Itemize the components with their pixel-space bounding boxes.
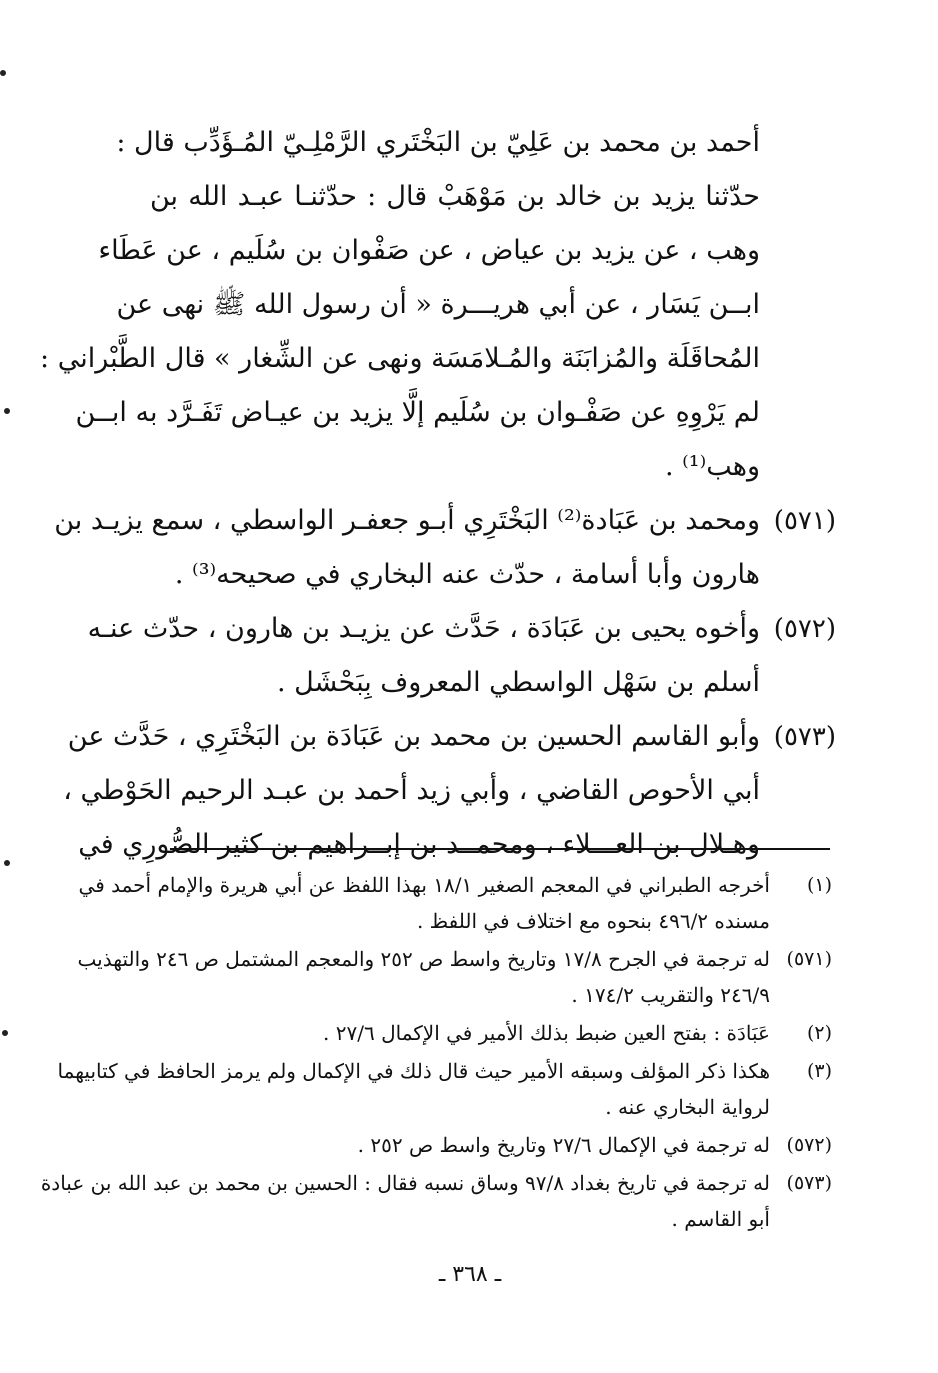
text-line: أسلم بن سَهْل الواسطي المعروف بِبَحْشَل . xyxy=(276,667,760,698)
footnote-line: أبو القاسم . xyxy=(671,1207,770,1231)
footnote-number: (٢) xyxy=(806,1022,832,1044)
text-line: هارون وأبا أسامة ، حدّث عنه البخاري في صحيحه⁽³⁾ . xyxy=(174,559,760,590)
footnote-1 xyxy=(78,867,832,939)
footnote-3 xyxy=(57,1053,832,1125)
footnote-line: مسنده ٤٩٦/٢ بنحوه مع اختلاف في اللفظ . xyxy=(416,909,770,933)
footnote-line: له ترجمة في تاريخ بغداد ٩٧/٨ وساق نسبه فقال : الحسين بن محمد بن عبد الله بن عبادة xyxy=(40,1171,770,1195)
main-text xyxy=(40,116,836,872)
text-line: وهـلال بن العـــلاء ، ومحمــد بن إبــراهيم بن كثير الصُّورِي في xyxy=(78,829,760,860)
footnote-number: (٥٧١) xyxy=(786,948,832,970)
footnote-line: ٢٤٦/٩ والتقريب ١٧٤/٢ . xyxy=(571,983,770,1007)
opening-paragraph xyxy=(40,116,760,494)
entry-number: (٥٧٢) xyxy=(773,614,836,644)
text-line: أحمد بن محمد بن عَلِيّ بن البَخْتَري الرَّمْلِـيّ المُـؤَدِّب قال : xyxy=(116,127,760,158)
text-line: وأبو القاسم الحسين بن محمد بن عَبَادَة بن البَخْتَرِي ، حَدَّث عن xyxy=(67,721,760,752)
scan-mark xyxy=(0,70,6,76)
text-line: ابــن يَسَار ، عن أبي هريـــرة « أن رسول الله ﷺ نهى عن xyxy=(116,289,760,320)
entry-571 xyxy=(54,494,836,602)
footnote-number: (٣) xyxy=(806,1060,832,1082)
footnote-number: (٥٧٣) xyxy=(786,1172,832,1194)
text-line: وهب⁽¹⁾ . xyxy=(664,451,760,482)
scan-mark xyxy=(2,1030,8,1036)
entry-number: (٥٧٣) xyxy=(773,722,836,752)
footnote-571 xyxy=(77,941,832,1013)
footnote-2 xyxy=(96,1015,832,1051)
footnote-line: لرواية البخاري عنه . xyxy=(605,1095,770,1119)
footnote-number: (١) xyxy=(806,874,832,896)
text-line: ومحمد بن عَبَادة⁽²⁾ البَخْتَرِي أبـو جعفـر الواسطي ، سمع يزيـد بن xyxy=(54,505,760,536)
text-line: لم يَرْوِهِ عن صَفْـوان بن سُلَيم إلَّا يزيد بن عيـاض تَفَـرَّد به ابــن xyxy=(75,397,760,428)
text-line: وأخوه يحيى بن عَبَادَة ، حَدَّث عن يزيـد بن هارون ، حدّث عنـه xyxy=(87,613,760,644)
scan-mark xyxy=(4,860,10,866)
footnote-line: هكذا ذكر المؤلف وسبقه الأمير حيث قال ذلك في الإكمال ولم يرمز الحافظ في كتابيهما xyxy=(57,1059,770,1083)
footnote-separator xyxy=(170,848,830,850)
text-line: أبي الأحوص القاضي ، وأبي زيد أحمد بن عبـد الرحيم الحَوْطي ، xyxy=(63,775,760,806)
entry-572 xyxy=(87,602,836,710)
footnote-line: أخرجه الطبراني في المعجم الصغير ١٨/١ بهذا اللفظ عن أبي هريرة والإمام أحمد في xyxy=(78,873,770,897)
footnotes xyxy=(40,867,832,1239)
text-line: المُحاقَلَة والمُزابَنَة والمُـلامَسَة ونهى عن الشِّغار » قال الطَّبْراني : xyxy=(40,343,760,374)
footnote-572 xyxy=(96,1127,832,1163)
scan-mark xyxy=(4,408,10,414)
footnote-line: له ترجمة في الإكمال ٢٧/٦ وتاريخ واسط ص ٢٥٢ . xyxy=(357,1133,770,1157)
footnote-line: له ترجمة في الجرح ١٧/٨ وتاريخ واسط ص ٢٥٢ والمعجم المشتمل ص ٢٤٦ والتهذيب xyxy=(77,947,770,971)
footnote-line: عَبَادَة : بفتح العين ضبط بذلك الأمير في الإكمال ٢٧/٦ . xyxy=(323,1021,770,1045)
text-line: وهب ، عن يزيد بن عياض ، عن صَفْوان بن سُلَيم ، عن عَطَاء xyxy=(98,235,760,266)
page-number: ـ ٣٦٨ ـ xyxy=(438,1262,502,1287)
text-line: حدّثنا يزيد بن خالد بن مَوْهَبْ قال : حدّثنـا عبـد الله بن xyxy=(150,181,760,212)
footnote-573 xyxy=(40,1165,832,1237)
footnote-number: (٥٧٢) xyxy=(786,1134,832,1156)
entry-number: (٥٧١) xyxy=(773,506,836,536)
